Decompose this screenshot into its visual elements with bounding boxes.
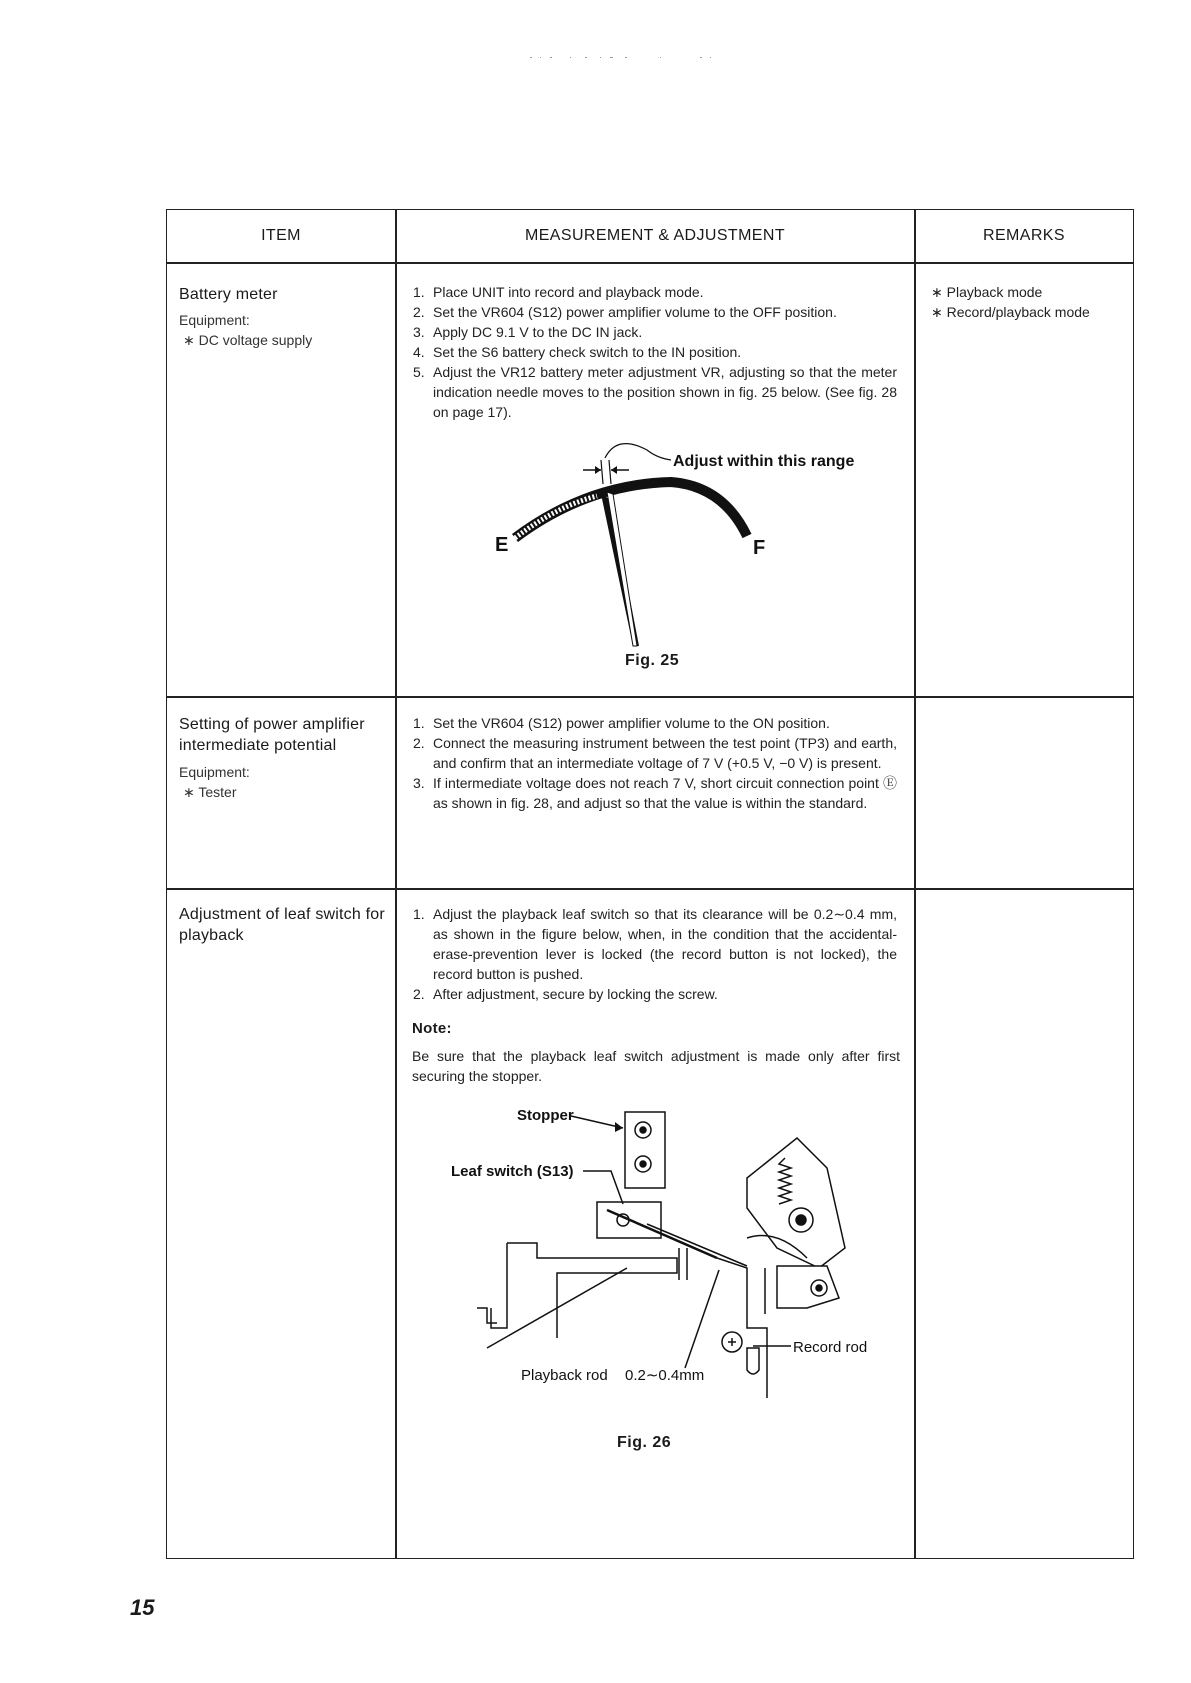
step-item: 2. Set the VR604 (S12) power amplifier volume to the OFF position. <box>413 304 837 320</box>
step-item: 1. Set the VR604 (S12) power amplifier volume to the ON position. <box>413 715 830 731</box>
step-item: 5. Adjust the VR12 battery meter adjustment VR, adjusting so that the meter indication needle moves to the position shown in fig. 25 below. (See fig. 28 on page 17). <box>413 364 897 420</box>
label-adjust-range: Adjust within this range <box>673 453 855 470</box>
equipment-item: ∗ Tester <box>183 784 237 800</box>
range-leader <box>605 444 671 460</box>
page-number: 15 <box>130 1595 155 1620</box>
steps-battery-meter <box>413 282 897 422</box>
column-divider <box>395 210 397 1558</box>
equipment-label: Equipment: <box>179 312 250 328</box>
step-item: 2. After adjustment, secure by locking the screw. <box>413 986 718 1002</box>
label-playback-rod: Playback rod <box>521 1367 608 1384</box>
equipment-list <box>179 310 312 350</box>
figure-leaf-switch <box>447 1098 867 1403</box>
steps-power-amplifier <box>413 713 897 813</box>
record-rod <box>717 1258 767 1398</box>
figure-battery-meter <box>495 426 855 681</box>
step-item: 1. Adjust the playback leaf switch so that its clearance will be 0.2∼0.4 mm, as shown in the figure below, when, in the condition that the accidental-erase-prevention lever is locked (the record button is not locked), the record button is pushed. <box>413 906 897 982</box>
remark-item: ∗ Record/playback mode <box>931 304 1090 320</box>
figure-caption: Fig. 26 <box>617 1434 672 1451</box>
column-divider <box>914 210 916 1558</box>
step-item: 1. Place UNIT into record and playback mode. <box>413 284 704 300</box>
remark-item: ∗ Playback mode <box>931 284 1043 300</box>
step-item: 2. Connect the measuring instrument between the test point (TP3) and earth, and confirm that an intermediate voltage of 7 V (+0.5 V, −0 V) is present. <box>413 735 897 771</box>
row-divider <box>167 696 1133 698</box>
label-stopper: Stopper <box>517 1107 574 1124</box>
note-text: Be sure that the playback leaf switch adjustment is made only after first securing the stopper. <box>412 1048 900 1084</box>
meter-needle-outline <box>607 492 637 646</box>
step-item: 4. Set the S6 battery check switch to the IN position. <box>413 344 742 360</box>
item-battery-meter: Battery meter <box>179 286 278 303</box>
header-divider <box>167 262 1133 264</box>
figure-caption: Fig. 25 <box>625 652 680 669</box>
note-label: Note: <box>412 1020 452 1037</box>
header-item: ITEM <box>261 227 301 244</box>
equipment-item: ∗ DC voltage supply <box>183 332 313 348</box>
label-leaf-switch: Leaf switch (S13) <box>451 1163 574 1180</box>
equipment-list <box>179 762 250 802</box>
meter-scale-arc <box>515 482 747 538</box>
row-divider <box>167 888 1133 890</box>
step-item: 3. If intermediate voltage does not reach 7 V, short circuit connection point Ⓔ as shown in fig. 28, and adjust so that the value is within the standard. <box>413 775 897 811</box>
step-item: 3. Apply DC 9.1 V to the DC IN jack. <box>413 324 643 340</box>
label-record-rod: Record rod <box>793 1339 868 1356</box>
scan-marks <box>400 48 800 54</box>
label-e: E <box>495 534 509 556</box>
equipment-label: Equipment: <box>179 764 250 780</box>
steps-leaf-switch <box>413 904 897 1004</box>
playback-rod <box>507 1243 677 1338</box>
adjustment-table <box>166 209 1134 1559</box>
remarks-battery-meter <box>931 282 1090 322</box>
item-leaf-switch: Adjustment of leaf switch for playback <box>179 906 385 944</box>
stopper-plate <box>625 1112 665 1188</box>
header-measurement: MEASUREMENT & ADJUSTMENT <box>525 227 785 244</box>
item-power-amplifier: Setting of power amplifier intermediate potential <box>179 716 365 754</box>
header-remarks: REMARKS <box>983 227 1065 244</box>
label-clearance: 0.2∼0.4mm <box>625 1367 705 1384</box>
label-f: F <box>753 537 766 559</box>
